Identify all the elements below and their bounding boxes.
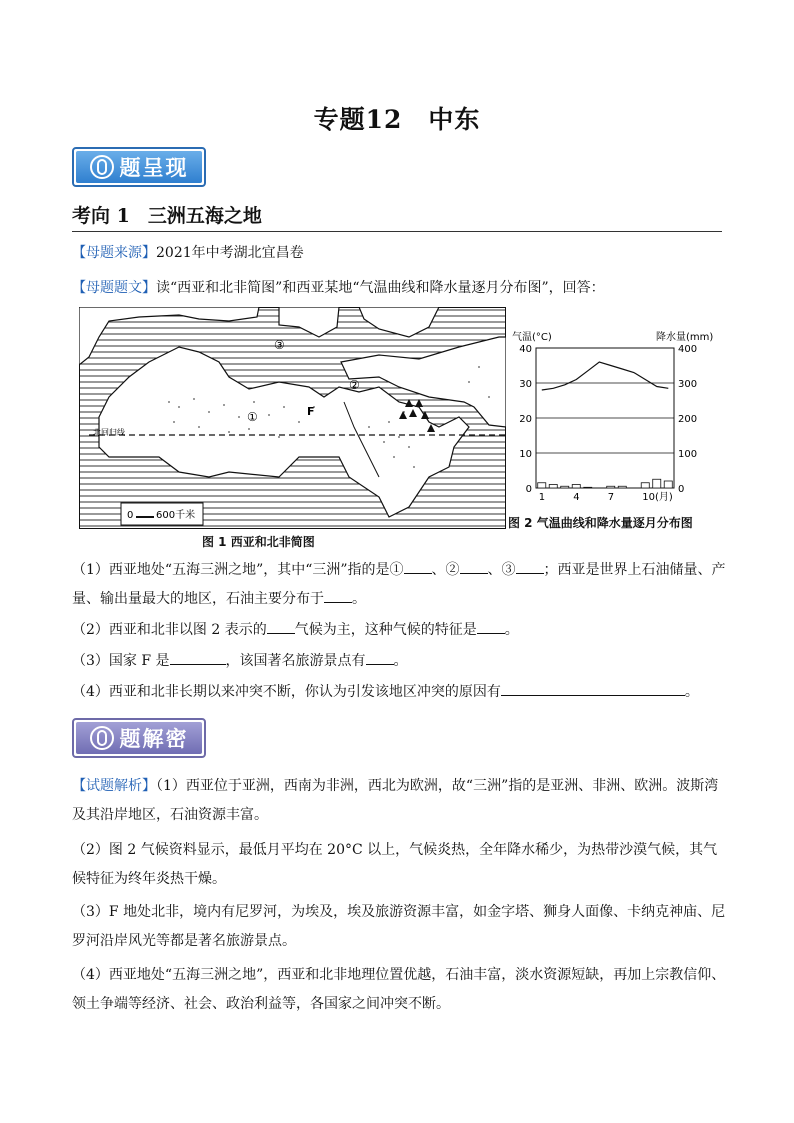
q3-text-a: （3）国家 F 是 xyxy=(72,653,170,669)
precip-bar xyxy=(664,481,672,488)
x-tick-label: 7 xyxy=(607,492,615,503)
map-caption: 图 1 西亚和北非简图 xyxy=(202,535,315,549)
scale-label: 600千米 xyxy=(156,510,196,521)
precip-bar xyxy=(653,479,661,488)
precip-bar xyxy=(538,483,546,488)
question-4 xyxy=(72,678,728,707)
q1-blank-1[interactable] xyxy=(404,559,432,574)
precip-bar xyxy=(561,486,569,488)
q2-text-a: （2）西亚和北非以图 2 表示的 xyxy=(72,622,267,638)
right-tick-label: 100 xyxy=(678,449,698,460)
badge-question xyxy=(72,147,206,187)
q1-text-d: ；西亚是世界上石油储量、产量、输出量最大的地区，石油主要分布于 xyxy=(72,562,726,607)
source-text: 2021年中考湖北宜昌卷 xyxy=(156,245,304,261)
left-tick-label: 0 xyxy=(525,484,532,495)
precip-bar xyxy=(607,486,615,488)
chart-right-axis-label: 降水量(mm) xyxy=(656,332,714,343)
precip-bar xyxy=(618,486,626,488)
section-title: 三洲五海之地 xyxy=(147,205,262,227)
analysis-label: 【试题解析】 xyxy=(72,778,156,794)
q1-blank-4[interactable] xyxy=(324,588,352,603)
badge-analysis-text: 题解密 xyxy=(119,727,189,751)
page-title: 专题12 中东 xyxy=(313,105,481,134)
question-3 xyxy=(72,647,728,676)
climate-chart xyxy=(506,328,720,528)
tropic-label: 北回归线 xyxy=(93,428,125,437)
badge-analysis xyxy=(72,718,206,758)
intro-text: 读“西亚和北非简图”和西亚某地“气温曲线和降水量逐月分布图”，回答： xyxy=(156,280,605,296)
question-1 xyxy=(72,556,728,614)
right-tick-label: 300 xyxy=(678,379,698,390)
question-2 xyxy=(72,616,728,645)
precip-bar xyxy=(584,487,592,488)
q2-text-b: 气候为主，这种气候的特征是 xyxy=(294,622,477,638)
q3-text-b: ，该国著名旅游景点有 xyxy=(225,653,366,669)
left-tick-label: 10 xyxy=(519,449,532,460)
q3-text-c: 。 xyxy=(393,653,408,669)
country-f-label: F xyxy=(307,405,315,418)
left-tick-label: 30 xyxy=(519,379,532,390)
q1-blank-3[interactable] xyxy=(516,559,544,574)
analysis-1 xyxy=(72,772,728,830)
source-line xyxy=(72,243,732,263)
analysis-3: （3）F 地处北非，境内有尼罗河，为埃及，埃及旅游资源丰富，如金字塔、狮身人面像、卡纳克神庙、尼罗河沿岸风光等都是著名旅游景点。 xyxy=(72,904,726,949)
analysis-2: （2）图 2 气候资料显示，最低月平均在 20°C 以上，气候炎热，全年降水稀少，为热带沙漠气候，其气候特征为终年炎热干燥。 xyxy=(72,842,718,887)
right-tick-label: 0 xyxy=(678,484,685,495)
q2-blank-1[interactable] xyxy=(267,619,295,634)
q1-text-b: 、② xyxy=(431,562,460,578)
section-prefix: 考向 1 xyxy=(72,205,130,227)
chart-caption: 图 2 气温曲线和降水量逐月分布图 xyxy=(508,516,693,530)
q1-blank-2[interactable] xyxy=(460,559,488,574)
x-tick-label: 10(月) xyxy=(642,492,673,503)
marker-1: ① xyxy=(247,410,258,424)
left-tick-label: 40 xyxy=(519,344,532,355)
q4-blank-1[interactable] xyxy=(501,681,685,696)
right-tick-label: 400 xyxy=(678,344,698,355)
analysis-p1: （1）西亚位于亚洲，西南为非洲，西北为欧洲，故“三洲”指的是亚洲、非洲、欧洲。波斯湾及其沿岸地区，石油资源丰富。 xyxy=(72,778,719,823)
precip-bar xyxy=(549,485,557,489)
section-heading xyxy=(72,201,722,232)
q2-text-c: 。 xyxy=(504,622,519,638)
q1-text-a: （1）西亚地处“五海三洲之地”，其中“三洲”指的是① xyxy=(72,562,404,578)
q2-blank-2[interactable] xyxy=(477,619,505,634)
marker-2: ② xyxy=(349,378,360,392)
scale-zero: 0 xyxy=(127,510,134,521)
x-tick-label: 4 xyxy=(573,492,580,503)
logo-icon xyxy=(90,726,114,750)
analysis-4: （4）西亚地处“五海三洲之地”，西亚和北非地理位置优越，石油丰富，淡水资源短缺，再加上宗教信仰、领土争端等经济、社会、政治利益等，各国家之间冲突不断。 xyxy=(72,967,726,1012)
badge-question-text: 题呈现 xyxy=(119,156,189,180)
q4-text-a: （4）西亚和北非长期以来冲突不断，你认为引发该地区冲突的原因有 xyxy=(72,684,501,700)
precip-bar xyxy=(572,485,580,489)
intro-label: 【母题题文】 xyxy=(72,280,156,296)
marker-3: ③ xyxy=(274,338,285,352)
q3-blank-1[interactable] xyxy=(170,650,226,665)
right-tick-label: 200 xyxy=(678,414,698,425)
map-figure xyxy=(79,307,506,529)
q1-text-e: 。 xyxy=(352,591,366,607)
source-label: 【母题来源】 xyxy=(72,245,156,261)
chart-left-axis-label: 气温(°C) xyxy=(512,332,552,343)
q3-blank-2[interactable] xyxy=(366,650,394,665)
left-tick-label: 20 xyxy=(519,414,532,425)
precip-bar xyxy=(641,483,649,488)
x-tick-label: 1 xyxy=(538,492,546,503)
logo-icon xyxy=(90,155,114,179)
question-intro xyxy=(72,278,732,298)
q4-text-b: 。 xyxy=(684,684,699,700)
q1-text-c: 、③ xyxy=(487,562,516,578)
